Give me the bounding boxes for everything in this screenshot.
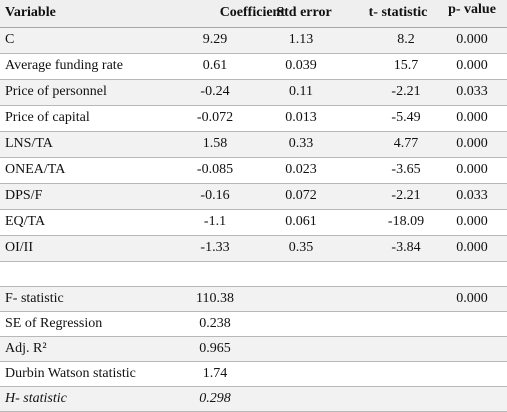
variable-cell: LNS/TA bbox=[5, 136, 53, 151]
t-statistic-cell: -3.84 bbox=[391, 240, 421, 255]
stat-row bbox=[0, 337, 507, 362]
t-statistic-cell: -3.65 bbox=[391, 162, 421, 177]
stat-value: 0.298 bbox=[199, 391, 231, 406]
table-header-row bbox=[0, 0, 507, 28]
std-error-cell: 0.013 bbox=[285, 110, 317, 125]
variable-cell: OI/II bbox=[5, 240, 33, 255]
table-row bbox=[0, 236, 507, 262]
stat-label: Adj. R² bbox=[5, 341, 47, 356]
stat-label: Durbin Watson statistic bbox=[5, 366, 136, 381]
std-error-cell: 0.061 bbox=[285, 214, 317, 229]
variable-cell: Average funding rate bbox=[5, 58, 123, 73]
std-error-cell: 0.039 bbox=[285, 58, 317, 73]
header-variable: Variable bbox=[5, 5, 56, 20]
coefficient-cell: -0.24 bbox=[200, 84, 230, 99]
t-statistic-cell: -18.09 bbox=[387, 214, 425, 229]
header-coefficient: Coefficient bbox=[219, 5, 285, 20]
t-statistic-cell: -2.21 bbox=[391, 188, 421, 203]
t-statistic-cell: 8.2 bbox=[397, 32, 415, 47]
header-p-value: p- value bbox=[448, 2, 496, 17]
t-statistic-cell: -5.49 bbox=[391, 110, 421, 125]
std-error-cell: 0.35 bbox=[288, 240, 314, 255]
std-error-cell: 0.023 bbox=[285, 162, 317, 177]
p-value-cell: 0.000 bbox=[456, 32, 488, 47]
coefficient-cell: -0.16 bbox=[200, 188, 230, 203]
coefficient-cell: -1.33 bbox=[200, 240, 230, 255]
std-error-cell: 0.072 bbox=[285, 188, 317, 203]
table-row bbox=[0, 184, 507, 210]
header-std-error: Std error bbox=[276, 5, 332, 20]
std-error-cell: 0.11 bbox=[289, 84, 313, 99]
variable-cell: C bbox=[5, 32, 15, 47]
spacer-row bbox=[0, 262, 507, 287]
variable-cell: DPS/F bbox=[5, 188, 43, 203]
p-value-cell: 0.033 bbox=[456, 84, 488, 99]
stat-value: 0.965 bbox=[199, 341, 231, 356]
p-value-cell: 0.033 bbox=[456, 188, 488, 203]
std-error-cell: 1.13 bbox=[288, 32, 314, 47]
coefficient-cell: -0.085 bbox=[196, 162, 234, 177]
coefficient-cell: 9.29 bbox=[202, 32, 228, 47]
coefficient-cell: -0.072 bbox=[196, 110, 234, 125]
stat-label: SE of Regression bbox=[5, 316, 103, 331]
variable-cell: Price of personnel bbox=[5, 84, 107, 99]
table-row bbox=[0, 106, 507, 132]
p-value-cell: 0.000 bbox=[456, 110, 488, 125]
coefficient-cell: 0.61 bbox=[202, 58, 228, 73]
stat-label: F- statistic bbox=[5, 291, 64, 306]
t-statistic-cell: 4.77 bbox=[393, 136, 419, 151]
table-row bbox=[0, 80, 507, 106]
variable-cell: EQ/TA bbox=[5, 214, 46, 229]
std-error-cell: 0.33 bbox=[288, 136, 314, 151]
stat-label: H- statistic bbox=[5, 391, 67, 406]
variable-cell: ONEA/TA bbox=[5, 162, 66, 177]
table-row bbox=[0, 132, 507, 158]
variable-cell: Price of capital bbox=[5, 110, 90, 125]
stat-value: 1.74 bbox=[202, 366, 228, 381]
t-statistic-cell: 15.7 bbox=[393, 58, 419, 73]
table-row bbox=[0, 210, 507, 236]
p-value-cell: 0.000 bbox=[456, 214, 488, 229]
stat-row bbox=[0, 362, 507, 387]
stat-row bbox=[0, 387, 507, 412]
stat-p-value: 0.000 bbox=[456, 291, 488, 306]
table-row bbox=[0, 28, 507, 54]
stat-value: 110.38 bbox=[196, 291, 234, 306]
stat-row bbox=[0, 312, 507, 337]
p-value-cell: 0.000 bbox=[456, 136, 488, 151]
table-row bbox=[0, 54, 507, 80]
p-value-cell: 0.000 bbox=[456, 240, 488, 255]
stat-row bbox=[0, 287, 507, 312]
coefficient-cell: 1.58 bbox=[202, 136, 228, 151]
stat-value: 0.238 bbox=[199, 316, 231, 331]
p-value-cell: 0.000 bbox=[456, 58, 488, 73]
coefficient-cell: -1.1 bbox=[203, 214, 227, 229]
p-value-cell: 0.000 bbox=[456, 162, 488, 177]
table-row bbox=[0, 158, 507, 184]
header-t-statistic: t- statistic bbox=[368, 5, 428, 20]
t-statistic-cell: -2.21 bbox=[391, 84, 421, 99]
